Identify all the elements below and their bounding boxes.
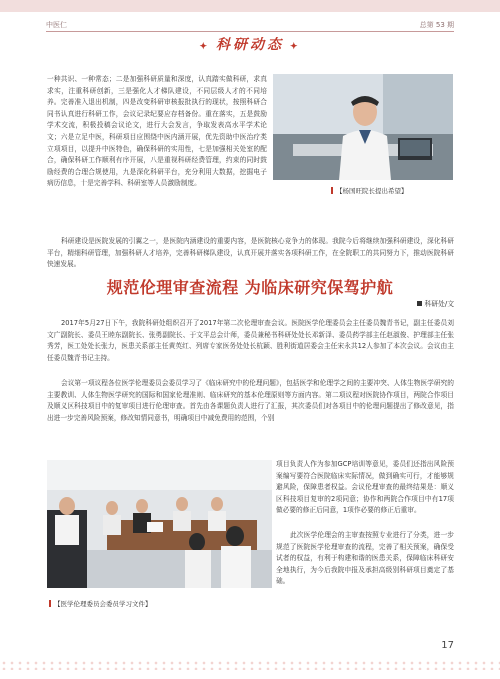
article-title: 规范伦理审查流程 为临床研究保驾护航 [106,278,394,297]
top-decor-band [0,0,500,12]
article-paragraph-1: 2017年5月27日下午，我院科研处组织召开了2017年第二次伦理审查会议。医院医学伦理委员会主任委员魏青书记，副主任委员刘文广副院长、委员王睦东副院长、张勇副院长、于文平总会计师，委员兼秘书科研处处长邓新泽、委员药学部主任赵淑俊、护理部主任张秀芳，医工处处长张力，医患关系部主任黄英红、列席专家医务处处长杭颖、胜利街道居委会主任宋永共12人参加了本次会议。会议由主任委员魏青书记主持。 [47,319,454,362]
photo-ethics-meeting [47,460,272,588]
section-title-text: 科研动态 [216,37,284,53]
square-bullet-icon [417,301,422,306]
header-divider [46,31,454,32]
page-number: 17 [441,640,454,651]
intro-paragraph: 一种共识、一种常态；二是加强科研质量和深度，认真踏实做科研，求真求实，注重科研创新，三是强化人才梯队建设，不同层级人才的不同培养。完善准入退出机制，四是改变科研审核报批执行的现状，按照科研合同书认真进行科研工作，会议记录纪要应存档备份。重在落实，五是鼓励学术交流，积极投稿会议论文，进行大会发言，争取发表高水平学术论文；六是立足中医，科研项目应围绕中医内涵开展，优先资助中医治疗类立项项目，以提升中医特色，确保科研的实用性，七是加强相关处室的配合，确保科研工作顺利有序开展，八是重视科研经费管理，约束的同时鼓励经费的合理合规使用，九是深化科研平台，充分利用大数据，挖掘电子病历信息，十是完善学科、科研室等人员激励制度。 [47,75,267,188]
article-paragraph-2b: 项目负责人作为参加GCP培训等意见，委员们还指出风险预案编写要符合医院临床实际情况，做到确实可行，才能够规避风险，保障患者权益。会议伦理审查的最终结果是：顺义区科技项目复审的2项同意；协作和两院合作项目中有17项做必要的修正后同意，1项作必要的修正后重审。 [276,460,454,515]
caption-marker [331,187,333,194]
photo1-caption: 【杨国旺院长提出希望】 [331,186,408,195]
page-header [0,14,500,74]
header-issue-number: 总第 53 期 [419,21,454,29]
caption-marker [49,600,51,607]
photo-president-illustration [273,74,453,180]
article-paragraph-3: 此次医学伦理会的主审查按照专业进行了分类，进一步规范了医院医学伦理审查的流程，完善了相关预案，确保受试者的权益，有利于构建和谐的医患关系，保障临床科研安全地执行，为今后我院申报及承担高级别科研项目奠定了基础。 [276,531,454,586]
header-publication-name: 中医仁 [46,21,67,29]
star-icon: ✦ [290,42,301,52]
intro-paragraph-2: 科研建设是医院发展的引翼之一，是医院内涵建设的重要内容，是医院核心竞争力的体现。我院今后将继续加强科研建设，深化科研平台，精细科研管理，加强科研人才培养，完善科研梯队建设，认真开展并落实各项科研工作，在全院职工的共同努力下，推动医院科研快速发展。 [47,237,454,269]
star-icon: ✦ [199,42,210,52]
section-title [0,34,500,54]
bottom-dot-pattern [0,660,500,670]
article-byline: 科研处/文 [417,298,454,308]
photo2-caption: 【医学伦理委员会委员学习文件】 [49,599,152,608]
article-paragraph-2a: 会议第一项议程各位医学伦理委员会委员学习了《临床研究中的伦理问题》，包括医学和伦理学之间的主要冲突、人体生物医学研究的主要教训、人体生物医学研究的国际和国家伦理准则、临床研究的基本伦理原则等方面内容。第二项议程对医院协作项目，两院合作项目及顺义区科技项目中的复审项目进行伦理审查。首先由各课题负责人进行了汇报，其次委员们对各项目中的伦理问题提出了修改意见，指出进一步完善风险预案，修改知情同意书，明确项目中减免费用的范围，个别 [47,379,454,422]
photo-meeting-illustration [47,460,272,588]
photo-president-speaking [273,74,453,180]
